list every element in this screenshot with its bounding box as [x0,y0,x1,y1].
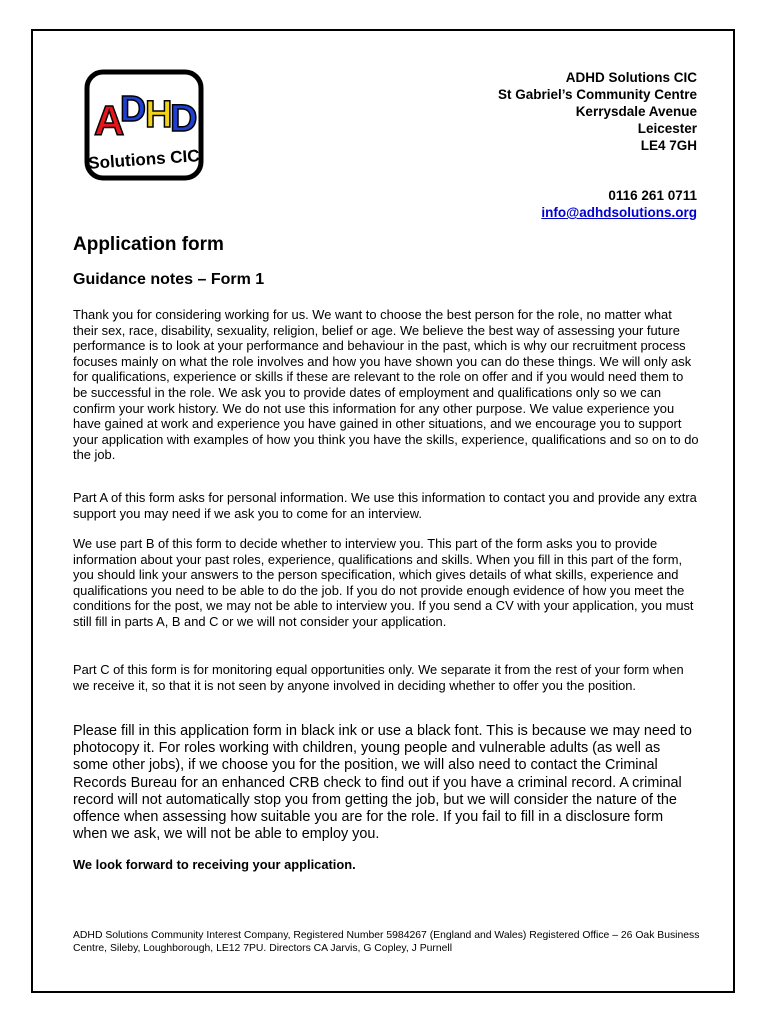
closing-line: We look forward to receiving your application. [73,857,356,872]
intro-paragraph: Thank you for considering working for us. We want to choose the best person for the role, no matter what their sex, race, disability, sexuality, religion, belief or age. We believe the best way of assessing your future performance is to look at your performance and behaviour in the past, which is why our recruitment process focuses mainly on what the role involves and how you have shown you can do these things. We will only ask for qualifications, experience or skills if these are relevant to the role on offer and if you would need them to be successful in the role. We ask you to provide dates of employment and qualifications only so we can confirm your work history. We do not use this information for any other purpose. We value experience you have gained at work and experience you have gained in other situations, and we encourage you to support your application with examples of how you think you have the skills, experience, qualifications and so on to do the job. [73,307,699,463]
logo-letter-d1: D [120,88,146,129]
sender-address [498,69,697,154]
page-title: Application form [73,234,224,255]
part-c-paragraph: Part C of this form is for monitoring equal opportunities only. We separate it from the rest of your form when we receive it, so that it is not seen by anyone involved in deciding whether to offer you the position. [73,662,684,693]
address-line-building: St Gabriel’s Community Centre [497,87,697,102]
logo-subtext: Solutions CIC [87,146,201,173]
part-b-paragraph: We use part B of this form to decide whether to interview you. This part of the form asks you to provide information about your past roles, experience, qualifications and skills. When you fill in this part of the form, you should link your answers to the person specification, which gives details of what skills, experience and qualifications you need to be able to do the job. If you do not provide enough evidence of how you meet the conditions for the post, we may not be able to interview you. If you send a CV with your application, you must still fill in parts A, B and C or we will not consider your application. [73,536,694,629]
email-link[interactable]: info@adhdsolutions.org [541,205,697,220]
address-line-street: Kerrysdale Avenue [575,104,697,119]
logo-letter-h: H [145,94,173,136]
logo-letter-a: A [94,97,125,144]
logo-graphic [84,69,204,181]
phone-number: 0116 261 0711 [608,188,697,203]
address-line-postcode: LE4 7GH [640,138,697,153]
part-a-paragraph: Part A of this form asks for personal information. We use this information to contact you and provide any extra support you may need if we ask you to come for an interview. [73,490,697,521]
logo-letter-d2: D [170,98,198,140]
page-subtitle: Guidance notes – Form 1 [73,271,265,288]
footer-registration: ADHD Solutions Community Interest Company, Registered Number 5984267 (England and Wales) Registered Office – 26 Oak Business Centre, Sileby, Loughborough, LE12 7PU. Directors CA Jarvis, G Copley, J Purnell [73,930,700,954]
address-line-org: ADHD Solutions CIC [565,70,697,85]
adhd-solutions-logo [84,69,204,181]
ink-crb-paragraph: Please fill in this application form in black ink or use a black font. This is because we may need to photocopy it. For roles working with children, young people and vulnerable adults (as well as some other jobs), if we choose you for the position, we will also need to contact the Criminal Records Bureau for an enhanced CRB check to find out if you have a criminal record. A criminal record will not automatically stop you from getting the job, but we will consider the nature of the offence when assessing how suitable you are for the role. If you fail to fill in a disclosure form when we ask, we will not be able to employ you. [73,723,692,843]
contact-details [541,187,697,221]
address-line-city: Leicester [637,121,697,136]
